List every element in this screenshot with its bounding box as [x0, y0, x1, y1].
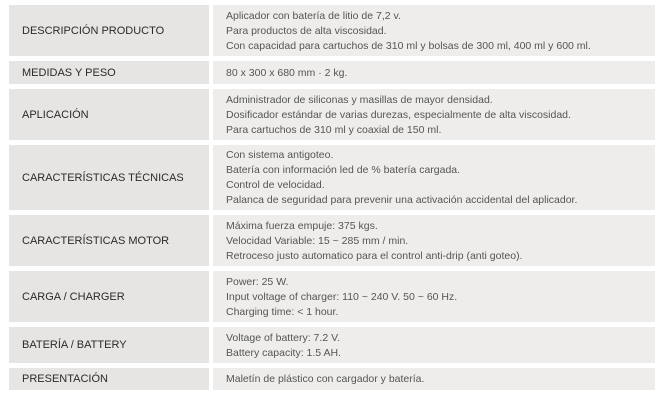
spec-line: Battery capacity: 1.5 AH. [226, 346, 341, 359]
spec-value [213, 271, 655, 322]
spec-row-aplicacion [9, 89, 655, 140]
spec-line: Dosificador estándar de varias durezas, especialmente de alta viscosidad. [226, 108, 571, 121]
spec-value [213, 215, 655, 266]
spec-label: CARACTERÍSTICAS TÉCNICAS [9, 145, 209, 210]
spec-line: Power: 25 W. [226, 275, 289, 288]
spec-row-carga [9, 271, 655, 322]
spec-row-medidas [9, 61, 655, 84]
spec-value [213, 89, 655, 140]
spec-row-descripcion [9, 5, 655, 56]
spec-line: Maletín de plástico con cargador y batería. [226, 373, 425, 385]
spec-line: Máxima fuerza empuje: 375 kgs. [226, 219, 378, 232]
spec-row-caracteristicas-tecnicas [9, 145, 655, 210]
spec-value [213, 327, 655, 363]
spec-label: CARACTERÍSTICAS MOTOR [9, 215, 209, 266]
spec-line: Para productos de alta viscosidad. [226, 24, 387, 37]
spec-line: Voltage of battery: 7.2 V. [226, 331, 341, 344]
spec-label: DESCRIPCIÓN PRODUCTO [9, 5, 209, 56]
spec-line: Input voltage of charger: 110 ~ 240 V. 50 ~ 60 Hz. [226, 290, 458, 303]
spec-label: CARGA / CHARGER [9, 271, 209, 322]
spec-line: Control de velocidad. [226, 179, 325, 191]
spec-label: BATERÍA / BATTERY [9, 327, 209, 363]
spec-table [9, 5, 655, 395]
spec-row-caracteristicas-motor [9, 215, 655, 266]
spec-value [213, 61, 655, 84]
spec-label: MEDIDAS Y PESO [9, 61, 209, 84]
spec-line: Con sistema antigoteo. [226, 149, 334, 161]
spec-line: Batería con información led de % batería cargada. [226, 164, 461, 176]
spec-row-presentacion [9, 368, 655, 390]
spec-line: 80 x 300 x 680 mm · 2 kg. [226, 66, 348, 79]
spec-line: Aplicador con batería de litio de 7,2 v. [226, 9, 401, 22]
spec-value [213, 368, 655, 390]
spec-line: Charging time: < 1 hour. [226, 305, 339, 318]
spec-row-bateria [9, 327, 655, 363]
spec-line: Para cartuchos de 310 ml y coaxial de 150 ml. [226, 123, 442, 136]
spec-line: Administrador de siliconas y masillas de mayor densidad. [226, 93, 493, 106]
spec-line: Velocidad Variable: 15 ~ 285 mm / min. [226, 234, 409, 247]
spec-label: APLICACIÓN [9, 89, 209, 140]
spec-value [213, 5, 655, 56]
spec-line: Retroceso justo automatico para el control anti-drip (anti goteo). [226, 249, 523, 262]
spec-value [213, 145, 655, 210]
spec-line: Palanca de seguridad para prevenir una activación accidental del aplicador. [226, 194, 578, 206]
spec-label: PRESENTACIÓN [9, 368, 209, 390]
spec-line: Con capacidad para cartuchos de 310 ml y bolsas de 300 ml, 400 ml y 600 ml. [226, 39, 591, 52]
